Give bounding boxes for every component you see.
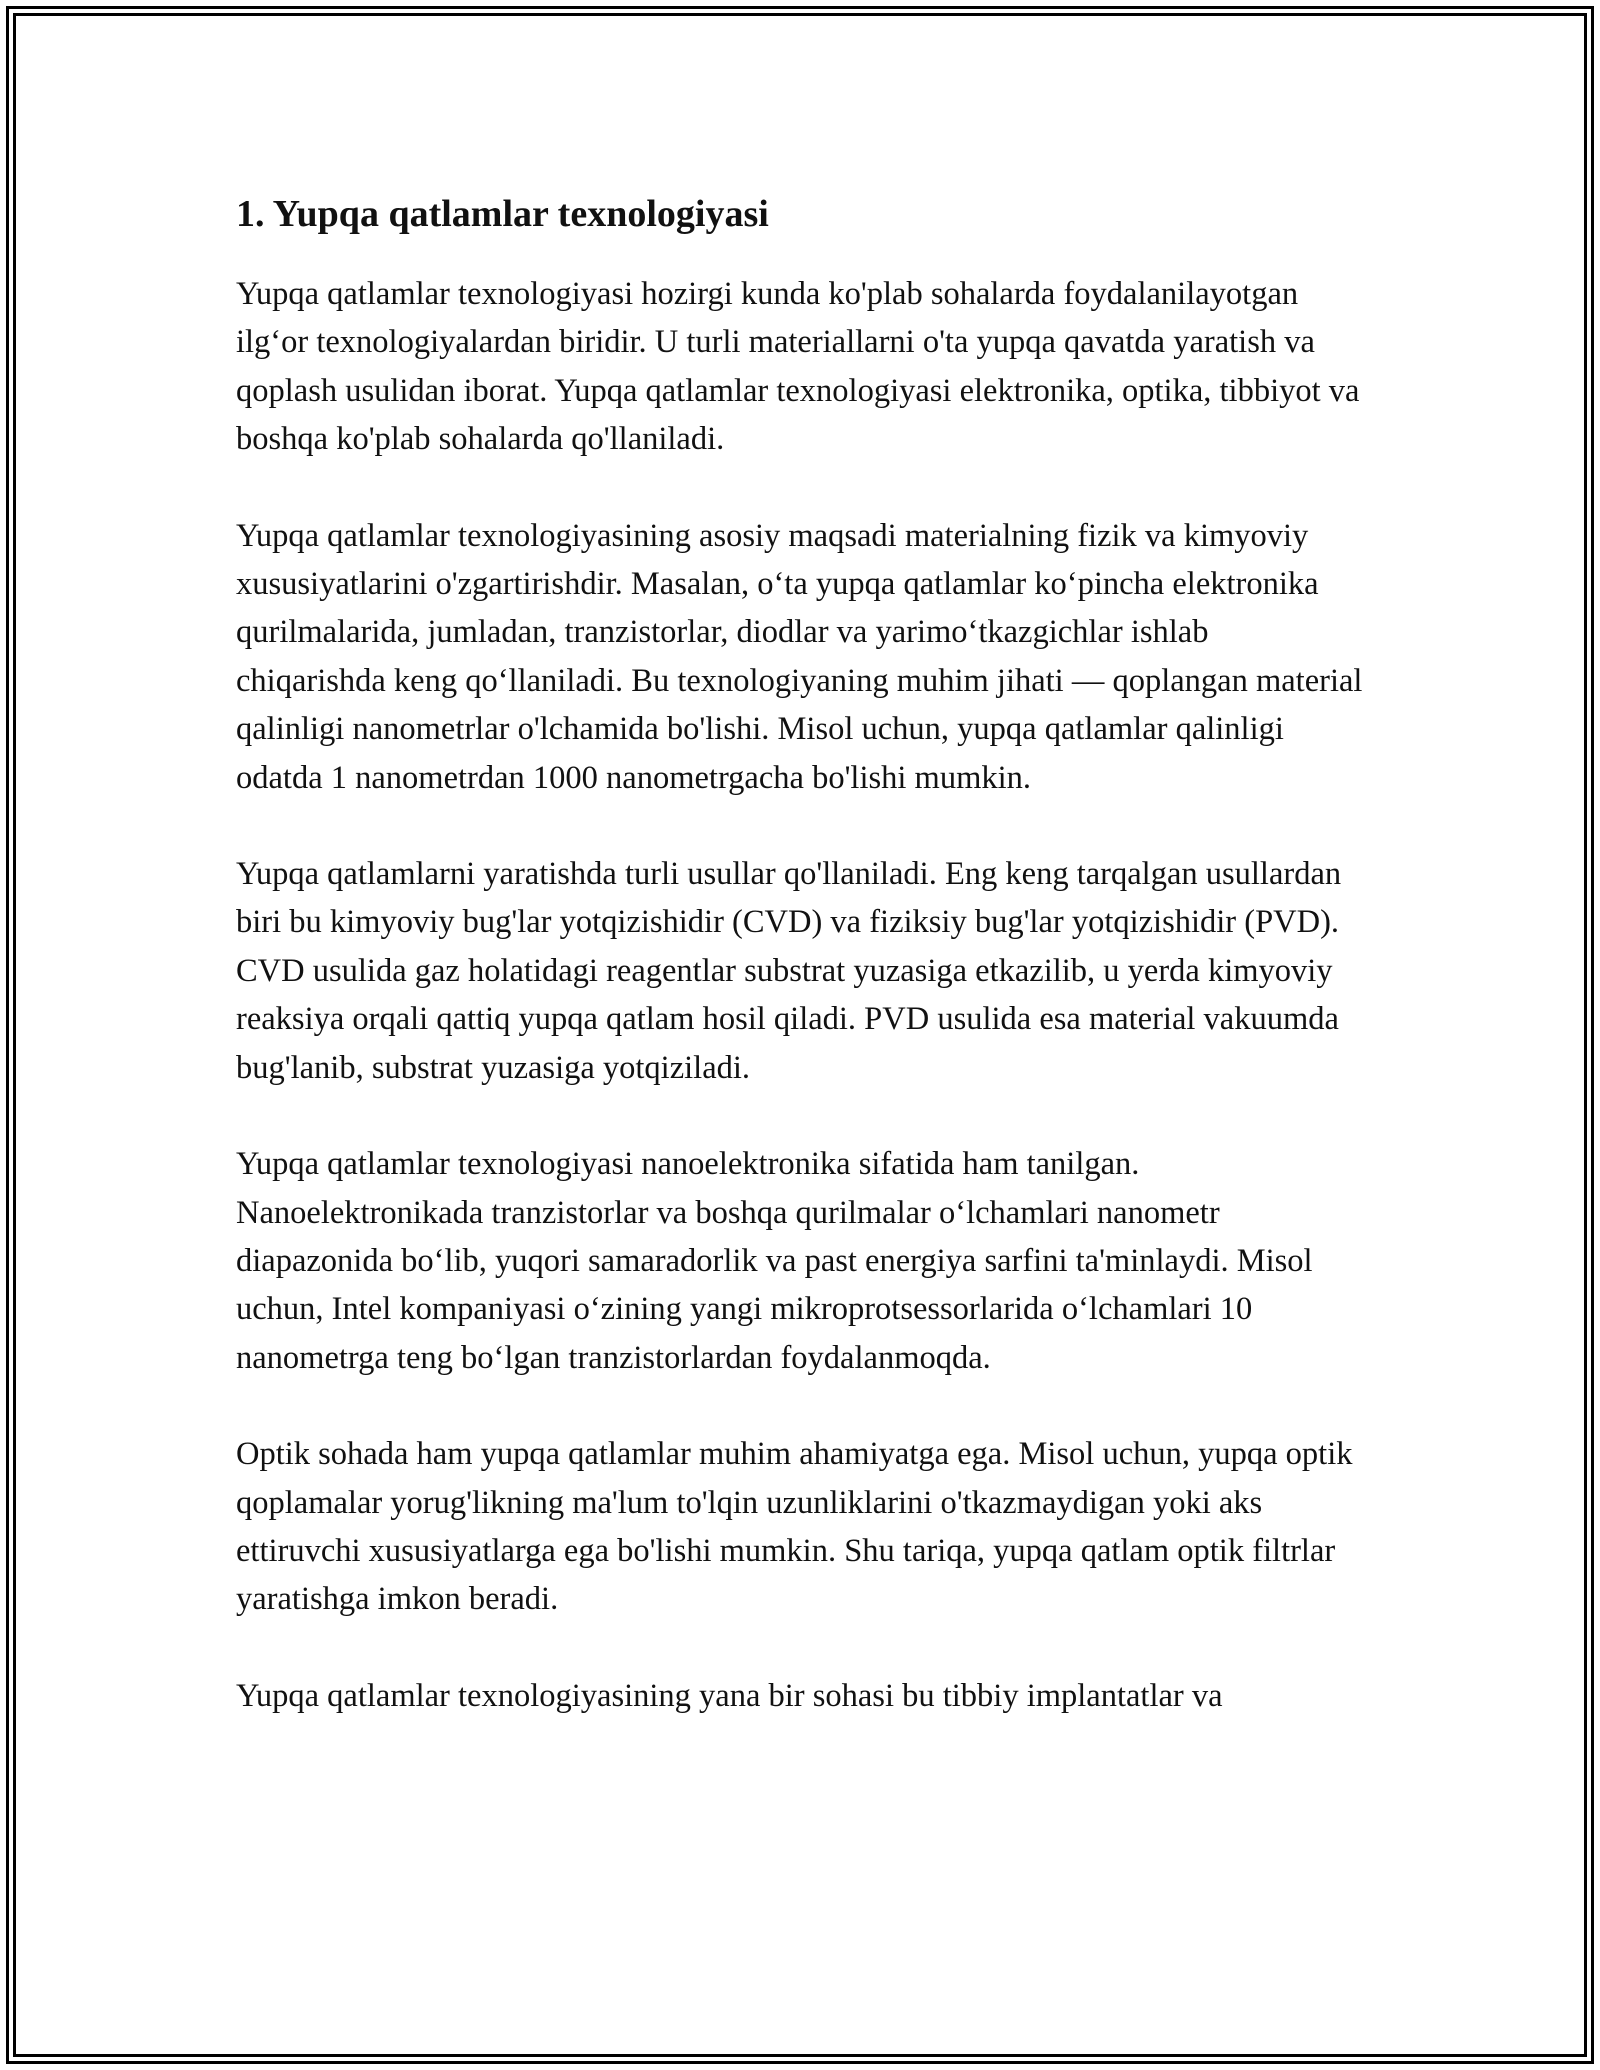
paragraph-5: Optik sohada ham yupqa qatlamlar muhim ahamiyatga ega. Misol uchun, yupqa optik qoplamalar yorug'likning ma'lum to'lqin uzunliklarini o'tkazmaydigan yoki aks ettiruvchi xususiyatlarga ega bo'lishi mumkin. Shu tariqa, yupqa qatlam optik filtrlar yaratishga imkon beradi. [236, 1436, 1353, 1618]
document-body [236, 188, 1366, 1768]
paragraph-4: Yupqa qatlamlar texnologiyasi nanoelektronika sifatida ham tanilgan. Nanoelektronikada tranzistorlar va boshqa qurilmalar o‘lchamlari nanometr diapazonida bo‘lib, yuqori samaradorlik va past energiya sarfini ta'minlaydi. Misol uchun, Intel kompaniyasi o‘zining yangi mikroprotsessorlarida o‘lchamlari 10 nanometrga teng bo‘lgan tranzistorlardan foydalanmoqda. [236, 1146, 1313, 1376]
section-heading: 1. Yupqa qatlamlar texnologiyasi [236, 193, 769, 235]
paragraph-6: Yupqa qatlamlar texnologiyasining yana bir sohasi bu tibbiy implantatlar va [236, 1677, 1223, 1714]
paragraph-1: Yupqa qatlamlar texnologiyasi hozirgi kunda ko'plab sohalarda foydalanilayotgan ilg‘or texnologiyalardan biridir. U turli materiallarni o'ta yupqa qavatda yaratish va qoplash usulidan iborat. Yupqa qatlamlar texnologiyasi elektronika, optika, tibbiyot va boshqa ko'plab sohalarda qo'llaniladi. [236, 276, 1360, 458]
paragraph-3: Yupqa qatlamlarni yaratishda turli usullar qo'llaniladi. Eng keng tarqalgan usullardan biri bu kimyoviy bug'lar yotqizishidir (CVD) va fiziksiy bug'lar yotqizishidir (PVD). CVD usulida gaz holatidagi reagentlar substrat yuzasiga etkazilib, u yerda kimyoviy reaksiya orqali qattiq yupqa qatlam hosil qiladi. PVD usulida esa material vakuumda bug'lanib, substrat yuzasiga yotqiziladi. [236, 856, 1342, 1086]
paragraph-2: Yupqa qatlamlar texnologiyasining asosiy maqsadi materialning fizik va kimyoviy xususiyatlarini o'zgartirishdir. Masalan, o‘ta yupqa qatlamlar ko‘pincha elektronika qurilmalarida, jumladan, tranzistorlar, diodlar va yarimo‘tkazgichlar ishlab chiqarishda keng qo‘llaniladi. Bu texnologiyaning muhim jihati — qoplangan material qalinligi nanometrlar o'lchamida bo'lishi. Misol uchun, yupqa qatlamlar qalinligi odatda 1 nanometrdan 1000 nanometrgacha bo'lishi mumkin. [236, 517, 1363, 796]
